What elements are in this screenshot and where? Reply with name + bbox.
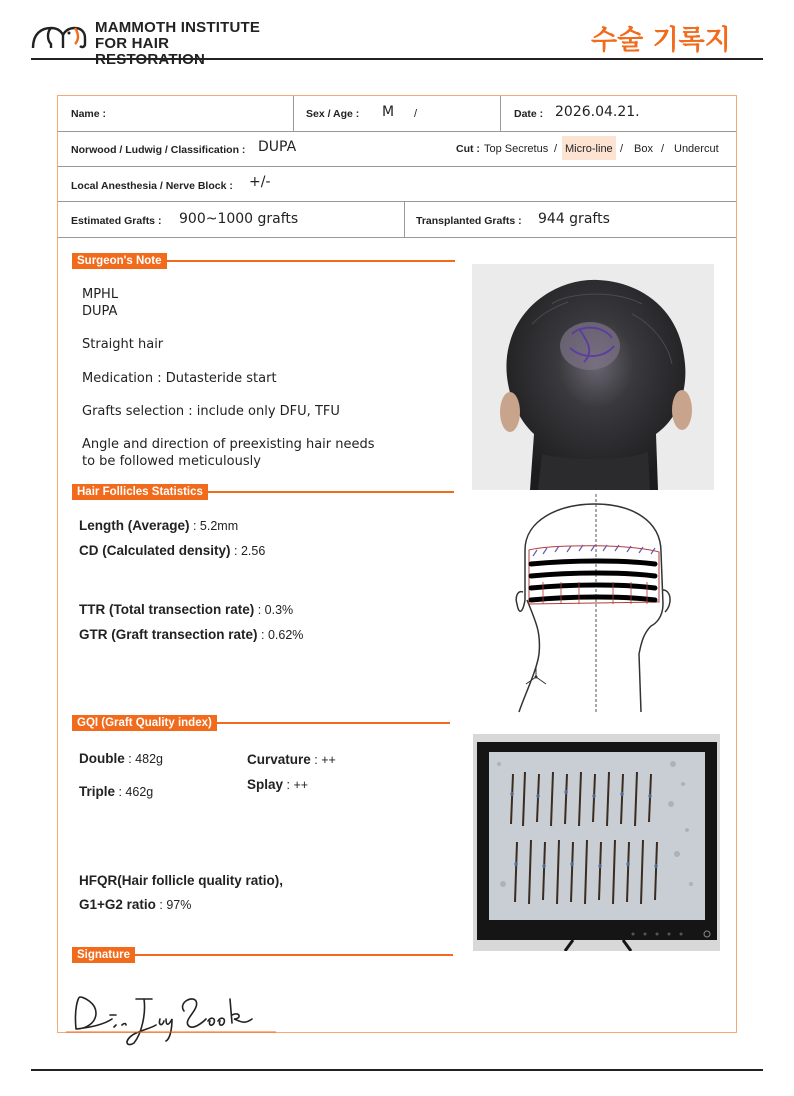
scalp-photo <box>472 264 714 490</box>
logo-line2: FOR HAIR <box>95 35 170 52</box>
stats-header <box>72 484 454 500</box>
triple-value: : 462g <box>115 785 154 799</box>
signature-header <box>72 947 453 963</box>
row-grafts <box>58 201 736 238</box>
divider <box>293 96 294 131</box>
slash: / <box>661 143 665 155</box>
axis-icon <box>523 664 549 690</box>
note-line: MPHL <box>82 287 119 302</box>
gqi-g1g2 <box>79 897 191 912</box>
gqi-curvature <box>247 752 336 767</box>
slash: / <box>554 143 558 155</box>
double-label: Double <box>79 751 125 766</box>
page-title: 수술 기록지 <box>591 25 731 56</box>
surgeon-note-tag: Surgeon's Note <box>72 253 167 269</box>
gqi-header <box>72 715 450 731</box>
length-label: Length (Average) <box>79 518 190 533</box>
gqi-tag: GQI (Graft Quality index) <box>72 715 217 731</box>
logo <box>31 20 281 52</box>
section-line <box>217 722 450 724</box>
sex-age-label: Sex / Age : <box>306 108 360 120</box>
note-line: DUPA <box>82 304 118 319</box>
splay-label: Splay <box>247 777 284 792</box>
divider <box>404 201 405 237</box>
stat-ttr <box>79 602 293 617</box>
gqi-hfqr <box>79 873 283 888</box>
gtr-label: GTR (Graft transection rate) <box>79 627 258 642</box>
note-line: Grafts selection : include only DFU, TFU <box>82 404 340 419</box>
cut-option-box[interactable]: Box <box>634 143 653 155</box>
top-rule <box>31 58 763 60</box>
signature-image <box>66 989 276 1049</box>
row-classification-cut <box>58 131 736 167</box>
transplanted-grafts-field[interactable]: 944 grafts <box>538 211 610 227</box>
bottom-rule <box>31 1069 763 1071</box>
ttr-label: TTR (Total transection rate) <box>79 602 255 617</box>
note-line: Medication : Dutasteride start <box>82 371 277 386</box>
stat-length <box>79 518 238 533</box>
gqi-triple <box>79 784 153 799</box>
g1g2-value: : 97% <box>155 898 192 912</box>
length-value: : 5.2mm <box>189 519 239 533</box>
mammoth-logo-icon <box>31 20 91 52</box>
date-label: Date : <box>514 108 544 120</box>
section-line <box>135 954 453 956</box>
stat-gtr <box>79 627 303 642</box>
cd-value: : 2.56 <box>230 544 266 558</box>
estimated-grafts-field[interactable]: 900~1000 grafts <box>179 211 299 227</box>
estimated-grafts-label: Estimated Grafts : <box>71 215 162 227</box>
grafts-monitor-photo <box>473 734 720 951</box>
slash: / <box>620 143 624 155</box>
row-anesthesia <box>58 166 736 202</box>
date-field[interactable]: 2026.04.21. <box>555 104 640 120</box>
surgeon-note-text <box>82 286 375 470</box>
cut-option-micro-line-selected[interactable]: Micro-line <box>562 136 616 160</box>
anesthesia-field[interactable]: +/- <box>249 174 271 190</box>
classification-field[interactable]: DUPA <box>258 139 297 155</box>
curvature-value: : ++ <box>310 753 336 767</box>
double-value: : 482g <box>124 752 163 766</box>
classification-label: Norwood / Ludwig / Classification : <box>71 144 246 156</box>
note-line: Angle and direction of preexisting hair needs <box>82 437 375 452</box>
signature-tag: Signature <box>72 947 135 963</box>
surgeon-note-header <box>72 253 455 269</box>
note-line: to be followed meticulously <box>82 454 261 469</box>
splay-value: : ++ <box>283 778 309 792</box>
section-line <box>167 260 455 262</box>
cut-option-top-secretus[interactable]: Top Secretus <box>484 143 549 155</box>
record-form <box>57 95 737 1033</box>
logo-line1: MAMMOTH INSTITUTE <box>95 19 261 36</box>
section-line <box>208 491 454 493</box>
cd-label: CD (Calculated density) <box>79 543 231 558</box>
head-diagram <box>513 494 673 714</box>
divider <box>500 96 501 131</box>
anesthesia-label: Local Anesthesia / Nerve Block : <box>71 180 233 192</box>
cut-option-undercut[interactable]: Undercut <box>674 143 719 155</box>
stats-tag: Hair Follicles Statistics <box>72 484 208 500</box>
row-name-sex-date <box>58 96 736 132</box>
ttr-value: : 0.3% <box>254 603 294 617</box>
curvature-label: Curvature <box>247 752 311 767</box>
sex-field[interactable]: M <box>382 104 395 120</box>
transplanted-grafts-label: Transplanted Grafts : <box>416 215 522 227</box>
gtr-value: : 0.62% <box>257 628 304 642</box>
name-label: Name : <box>71 108 107 120</box>
cut-label: Cut : <box>456 143 480 155</box>
age-separator: / <box>414 108 418 120</box>
hfqr-label: HFQR(Hair follicle quality ratio), <box>79 873 284 888</box>
gqi-double <box>79 751 163 766</box>
note-line: Straight hair <box>82 337 164 352</box>
triple-label: Triple <box>79 784 116 799</box>
g1g2-label: G1+G2 ratio <box>79 897 156 912</box>
gqi-splay <box>247 777 308 792</box>
stat-cd <box>79 543 265 558</box>
